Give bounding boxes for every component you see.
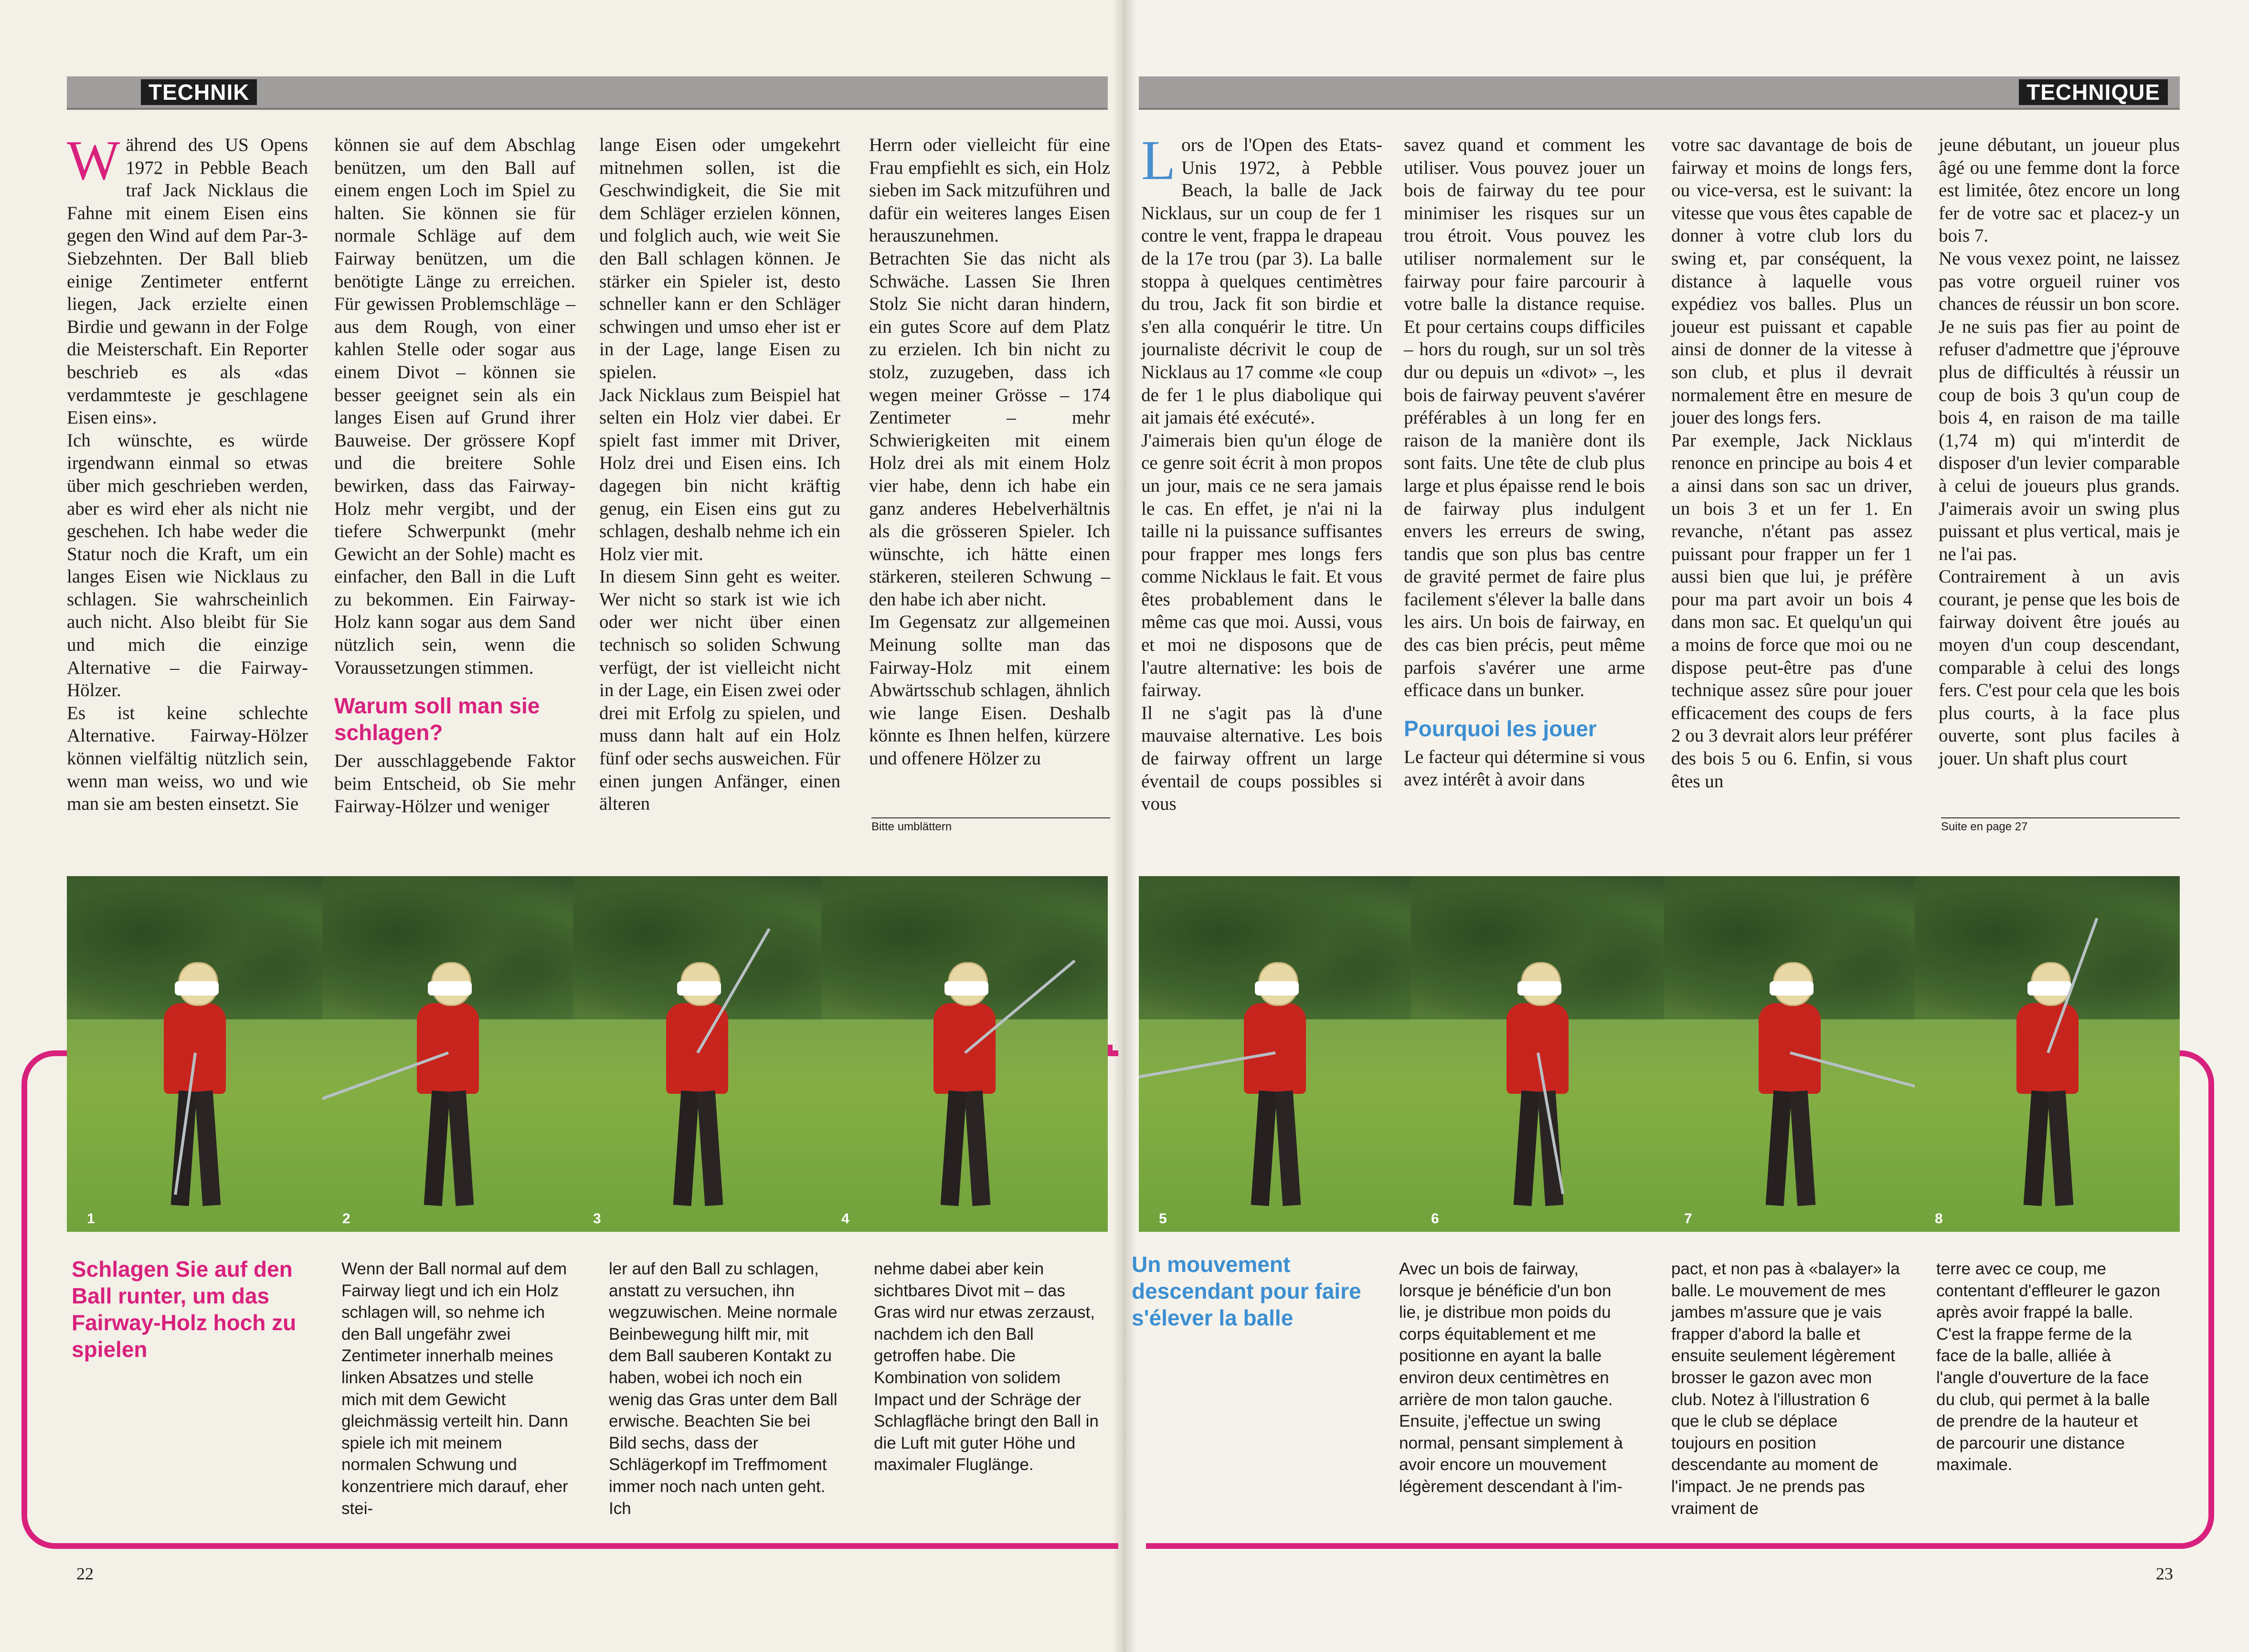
golfer-figure [395, 962, 500, 1210]
paragraph: Betrachten Sie das nicht als Schwäche. Lassen Sie Ihren Stolz Sie nicht daran hindern, ein gutes Score auf dem Platz zu erzielen. Ich bin nicht zu stolz, zuzugeben, dass ich wegen meiner Grösse – 174 Zentimeter – mehr Schwierigkeiten mit einem Holz drei als mit einem Holz vier habe, denn ich habe ein ganz anderes Hebelverhältnis als die grösseren Spieler. Ich wünschte, ich hätte einen stärkeren, steileren Schwung – den habe ich aber nicht. [869, 248, 1110, 610]
subheading-pourquoi: Pourquoi les jouer [1404, 716, 1597, 741]
swing-photo [67, 876, 324, 1232]
photo-number: 7 [1684, 1211, 1692, 1227]
continue-note: Bitte umblättern [871, 817, 1110, 834]
right-column-1 [1141, 129, 1382, 815]
section-tag-technique: TECHNIQUE [2019, 79, 2168, 105]
caption-column: pact, et non pas à «balayer» la balle. Le mouvement de mes jambes m'assure que je vais frapper d'abord la balle et ensuite seulement légèrement brosser le gazon avec mon club. Notez à l'illustration 6 que le club se déplace toujours en position descendante au moment de l'impact. Je ne prends pas vraiment de [1671, 1260, 1900, 1518]
photo-number: 5 [1159, 1211, 1167, 1227]
page-number-right: 23 [2156, 1564, 2173, 1583]
caption-column: Wenn der Ball normal auf dem Fairway liegt und ich ein Holz schlagen will, so nehme ich den Ball ungefähr zwei Zentimeter innerhalb meines linken Absatzes und stelle mich mit dem Gewicht gleichmässig verteilt hin. Dann spiele ich mit meinem normalen Schwung und konzentriere mich darauf, eher stei- [341, 1260, 568, 1518]
paragraph: Contrairement à un avis courant, je pense que les bois de fairway doivent être joués au moyen d'un coup descendant, comparable à celui des longs fers. C'est pour cela que les bois plus courts, à la face plus ouverte, sont plus faciles à jouer. Un shaft plus court [1939, 566, 2180, 769]
swing-photo [1664, 876, 1916, 1232]
right-column-4 [1939, 134, 2180, 770]
left-photo-strip [67, 876, 1108, 1232]
left-header-bar [67, 76, 1108, 110]
swing-photo [1411, 876, 1666, 1232]
paragraph: Le facteur qui détermine si vous avez intérêt à avoir dans [1404, 746, 1645, 790]
paragraph: savez quand et comment les utiliser. Vous pouvez jouer un bois de fairway du tee pour minimiser les risques sur un trou étroit. Vous pouvez les utiliser normalement sur le fairway pour faire parcourir à votre balle la distance requise. Et pour certains coups difficiles – hors du rough, sur un sol très dur ou depuis un «divot» –, les bois de fairway peuvent s'avérer préférables à un long fer en raison de la manière dont ils sont faits. Une tête de club plus large et plus épaisse rend le bois de fairway plus indulgent envers les erreurs de swing, tandis que son plus bas centre de gravité permet de faire plus facilement s'élever la balle dans les airs. Un bois de fairway, en des cas bien précis, peut même parfois s'avérer une arme efficace dans un bunker. [1404, 135, 1645, 701]
paragraph: lange Eisen oder umgekehrt mitnehmen sollen, ist die Geschwindigkeit, die Sie mit dem Schläger erzielen können, und folglich auch, wie weit Sie den Ball schlagen können. Je stärker ein Spieler ist, desto schneller kann er den Schläger schwingen und umso eher ist er in der Lage, lange Eisen zu spielen. [599, 135, 840, 382]
photo-number: 2 [342, 1211, 350, 1227]
caption-column: Avec un bois de fairway, lorsque je bénéficie d'un bon lie, je distribue mon poids du corps équitablement et me positionne en ayant la balle environ deux centimètres en arrière de mon talon gauche. Ensuite, j'effectue un swing normal, pensant simplement à avoir encore un mouvement légèrement descendant à l'im- [1399, 1260, 1623, 1496]
golfer-figure [1485, 962, 1590, 1210]
golfer-figure [1222, 962, 1327, 1210]
photo-number: 1 [87, 1211, 95, 1227]
golfer-figure [1737, 962, 1842, 1210]
golfer-figure [142, 962, 247, 1210]
section-tag-technik: TECHNIK [141, 79, 257, 105]
paragraph: jeune débutant, un joueur plus âgé ou une femme dont la force est limitée, ôtez encore un long fer de votre sac et placez-y un bois 7. [1939, 135, 2180, 246]
caption-column: ler auf den Ball zu schlagen, anstatt zu versuchen, ihn wegzuwischen. Meine normale Beinbewegung hilft mir, mit dem Ball sauberen Kontakt zu haben, wobei ich noch ein wenig das Gras unter dem Ball erwische. Beachten Sie bei Bild sechs, dass der Schlägerkopf im Treffmoment immer noch nach unten geht. Ich [609, 1260, 838, 1518]
paragraph: Es ist keine schlechte Alternative. Fairway-Hölzer können vielfältig nützlich sein, wenn man weiss, wo und wie man sie am besten einsetzt. Sie [67, 702, 308, 815]
left-column-4 [869, 134, 1110, 770]
dropcap-w: W [67, 129, 120, 191]
golfer-figure [1995, 962, 2100, 1210]
swing-photo [821, 876, 1108, 1232]
suite-note: Suite en page 27 [1941, 817, 2180, 834]
swing-photo [573, 876, 823, 1232]
photo-number: 8 [1935, 1211, 1943, 1227]
paragraph: J'aimerais bien qu'un éloge de ce genre soit écrit à mon propos un jour, mais ce ne sera jamais le cas. En effet, je n'ai ni la taille ni la puissance suffisantes pour frapper mes longs fers comme Nicklaus le fait. Et vous êtes probablement dans le même cas que moi. Aussi, vous et moi ne disposons que de l'autre alternative: les bois de fairway. [1141, 430, 1382, 701]
photo-number: 6 [1431, 1211, 1439, 1227]
caption-column: nehme dabei aber kein sichtbares Divot mit – das Gras wird nur etwas zerzaust, nachdem ich den Ball getroffen habe. Die Kombination von solidem Impact und der Schräge der Schlagfläche bringt den Ball in die Luft mit guter Höhe und maximaler Fluglänge. [874, 1260, 1099, 1474]
paragraph: Im Gegensatz zur allgemeinen Meinung sollte man das Fairway-Holz mit einem Abwärtsschub schlagen, ähnlich wie lange Eisen. Deshalb könnte es Ihnen helfen, kürzere und offenere Hölzer zu [869, 612, 1110, 769]
left-column-2 [334, 134, 575, 818]
caption-heading-left: Schlagen Sie auf den Ball runter, um das Fairway-Holz hoch zu spielen [72, 1257, 297, 1362]
photo-number: 3 [593, 1211, 601, 1227]
right-column-3 [1671, 134, 1912, 793]
left-column-3 [599, 134, 840, 815]
golfer-figure [912, 962, 1017, 1210]
golfer-figure [645, 962, 750, 1210]
paragraph: Il ne s'agit pas là d'une mauvaise alternative. Les bois de fairway offrent un large éventail de coups possibles si vous [1141, 702, 1382, 815]
paragraph: votre sac davantage de bois de fairway et moins de longs fers, ou vice-versa, est le suivant: la vitesse que vous êtes capable de donner à votre club lors du swing et, par conséquent, la distance à laquelle vous expédiez vos balles. Plus un joueur est puissant et capable ainsi de donner de la vitesse à son club, et plus il devrait normalement être en mesure de jouer des longs fers. [1671, 135, 1912, 428]
caption-column: terre avec ce coup, me contentant d'effleurer le gazon après avoir frappé la balle. C'est la frappe ferme de la face de la balle, alliée à l'angle d'ouverture de la face du club, qui permet à la balle de prendre de la hauteur et de parcourir une distance maximale. [1936, 1260, 2161, 1474]
swing-photo [1139, 876, 1412, 1232]
subheading-warum: Warum soll man sie schlagen? [334, 693, 540, 745]
paragraph: Jack Nicklaus zum Beispiel hat selten ein Holz vier dabei. Er spielt fast immer mit Driver, Holz drei und Eisen eins. Ich dagegen bin nicht kräftig genug, ein Eisen eins gut zu schlagen, deshalb nehme ich ein Holz vier mit. [599, 384, 840, 564]
paragraph: Par exemple, Jack Nicklaus renonce en principe au bois 4 et a ainsi dans son sac un driver, un bois 3 et un fer 1. En revanche, n'étant pas assez puissant pour frapper un fer 1 aussi bien que lui, je préfère pour ma part avoir un bois 4 dans mon sac. Et quelqu'un qui a moins de force que moi ou ne dispose peut-être pas d'une technique assez sûre pour jouer efficacement des coups de fers 2 ou 3 devrait alors leur préférer des bois 5 ou 6. Enfin, si vous êtes un [1671, 430, 1912, 792]
paragraph: ors de l'Open des Etats-Unis 1972, à Pebble Beach, la balle de Jack Nicklaus, sur un coup de fer 1 contre le vent, frappa le drapeau de la 17e trou (par 3). La balle stoppa à quelques centimètres du trou, Jack fit son birdie et s'en alla conquérir le titre. Un journaliste décrivit le coup de Nicklaus au 17 comme «le coup de fer 1 le plus diabolique qui ait jamais été exécuté». [1141, 135, 1382, 428]
page-number-left: 22 [76, 1564, 94, 1583]
caption-heading-right: Un mouvement descendant pour faire s'élever la balle [1132, 1252, 1361, 1330]
photo-number: 4 [841, 1211, 849, 1227]
dropcap-l: L [1141, 129, 1176, 191]
paragraph: Herrn oder vielleicht für eine Frau empfiehlt es sich, ein Holz sieben im Sack mitzuführen und dafür ein weiteres langes Eisen herauszunehmen. [869, 135, 1110, 246]
swing-photo [1915, 876, 2180, 1232]
paragraph: Ich wünschte, es würde irgendwann einmal so etwas über mich geschrieben werden, aber es wird eher als nicht nie geschehen. Ich habe weder die Statur noch die Kraft, um ein langes Eisen wie Nicklaus zu schlagen. Sie wahrscheinlich auch nicht. Also bleibt für Sie und mich die einzige Alternative – die Fairway-Hölzer. [67, 430, 308, 701]
paragraph: können sie auf dem Abschlag benützen, um den Ball auf einem engen Loch im Spiel zu halten. Sie können sie für normale Schläge auf dem Fairway benützen, um die benötigte Länge zu erreichen. Für gewissen Problemschläge – aus dem Rough, von einer kahlen Stelle oder sogar aus einem Divot – können sie besser geeignet sein als ein langes Eisen auf Grund ihrer Bauweise. Der grössere Kopf und die breitere Sohle bewirken, dass das Fairway-Holz mehr vergibt, und der tiefere Schwerpunkt (mehr Gewicht an der Sohle) macht es einfacher, den Ball in die Luft zu bekommen. Ein Fairway-Holz kann sogar aus dem Sand nützlich sein, wenn die Voraussetzungen stimmen. [334, 135, 575, 678]
paragraph: Ne vous vexez point, ne laissez pas votre orgueil ruiner vos chances de réussir un bon score. Je ne suis pas fier au point de refuser d'admettre que j'éprouve plus de difficultés à réussir un coup de bois 3 qu'un coup de bois 4, en raison de ma taille (1,74 m) qui m'interdit de disposer d'un levier comparable à celui de joueurs plus grands. J'aimerais avoir un swing plus puissant et plus vertical, mais je ne l'ai pas. [1939, 248, 2180, 564]
paragraph: ährend des US Opens 1972 in Pebble Beach traf Jack Nicklaus die Fahne mit einem Eisen eins gegen den Wind auf dem Par-3-Siebzehnten. Der Ball blieb einige Zentimeter entfernt liegen, Jack erzielte einen Birdie und gewann in der Folge die Meisterschaft. Ein Reporter beschrieb es als «das verdammteste je geschlagene Eisen eins». [67, 135, 308, 428]
left-column-1 [67, 129, 308, 815]
right-header-bar [1139, 76, 2180, 110]
paragraph: In diesem Sinn geht es weiter. Wer nicht so stark ist wie ich oder wer nicht über einen technisch so soliden Schwung verfügt, der ist vielleicht nicht in der Lage, ein Eisen zwei oder drei mit Erfolg zu spielen, und muss dann halt auf ein Holz fünf oder sechs ausweichen. Für einen jungen Anfänger, einen älteren [599, 566, 840, 815]
right-column-2 [1404, 134, 1645, 791]
paragraph: Der ausschlaggebende Faktor beim Entscheid, ob Sie mehr Fairway-Hölzer und weniger [334, 751, 575, 817]
swing-photo [322, 876, 574, 1232]
right-photo-strip [1139, 876, 2180, 1232]
